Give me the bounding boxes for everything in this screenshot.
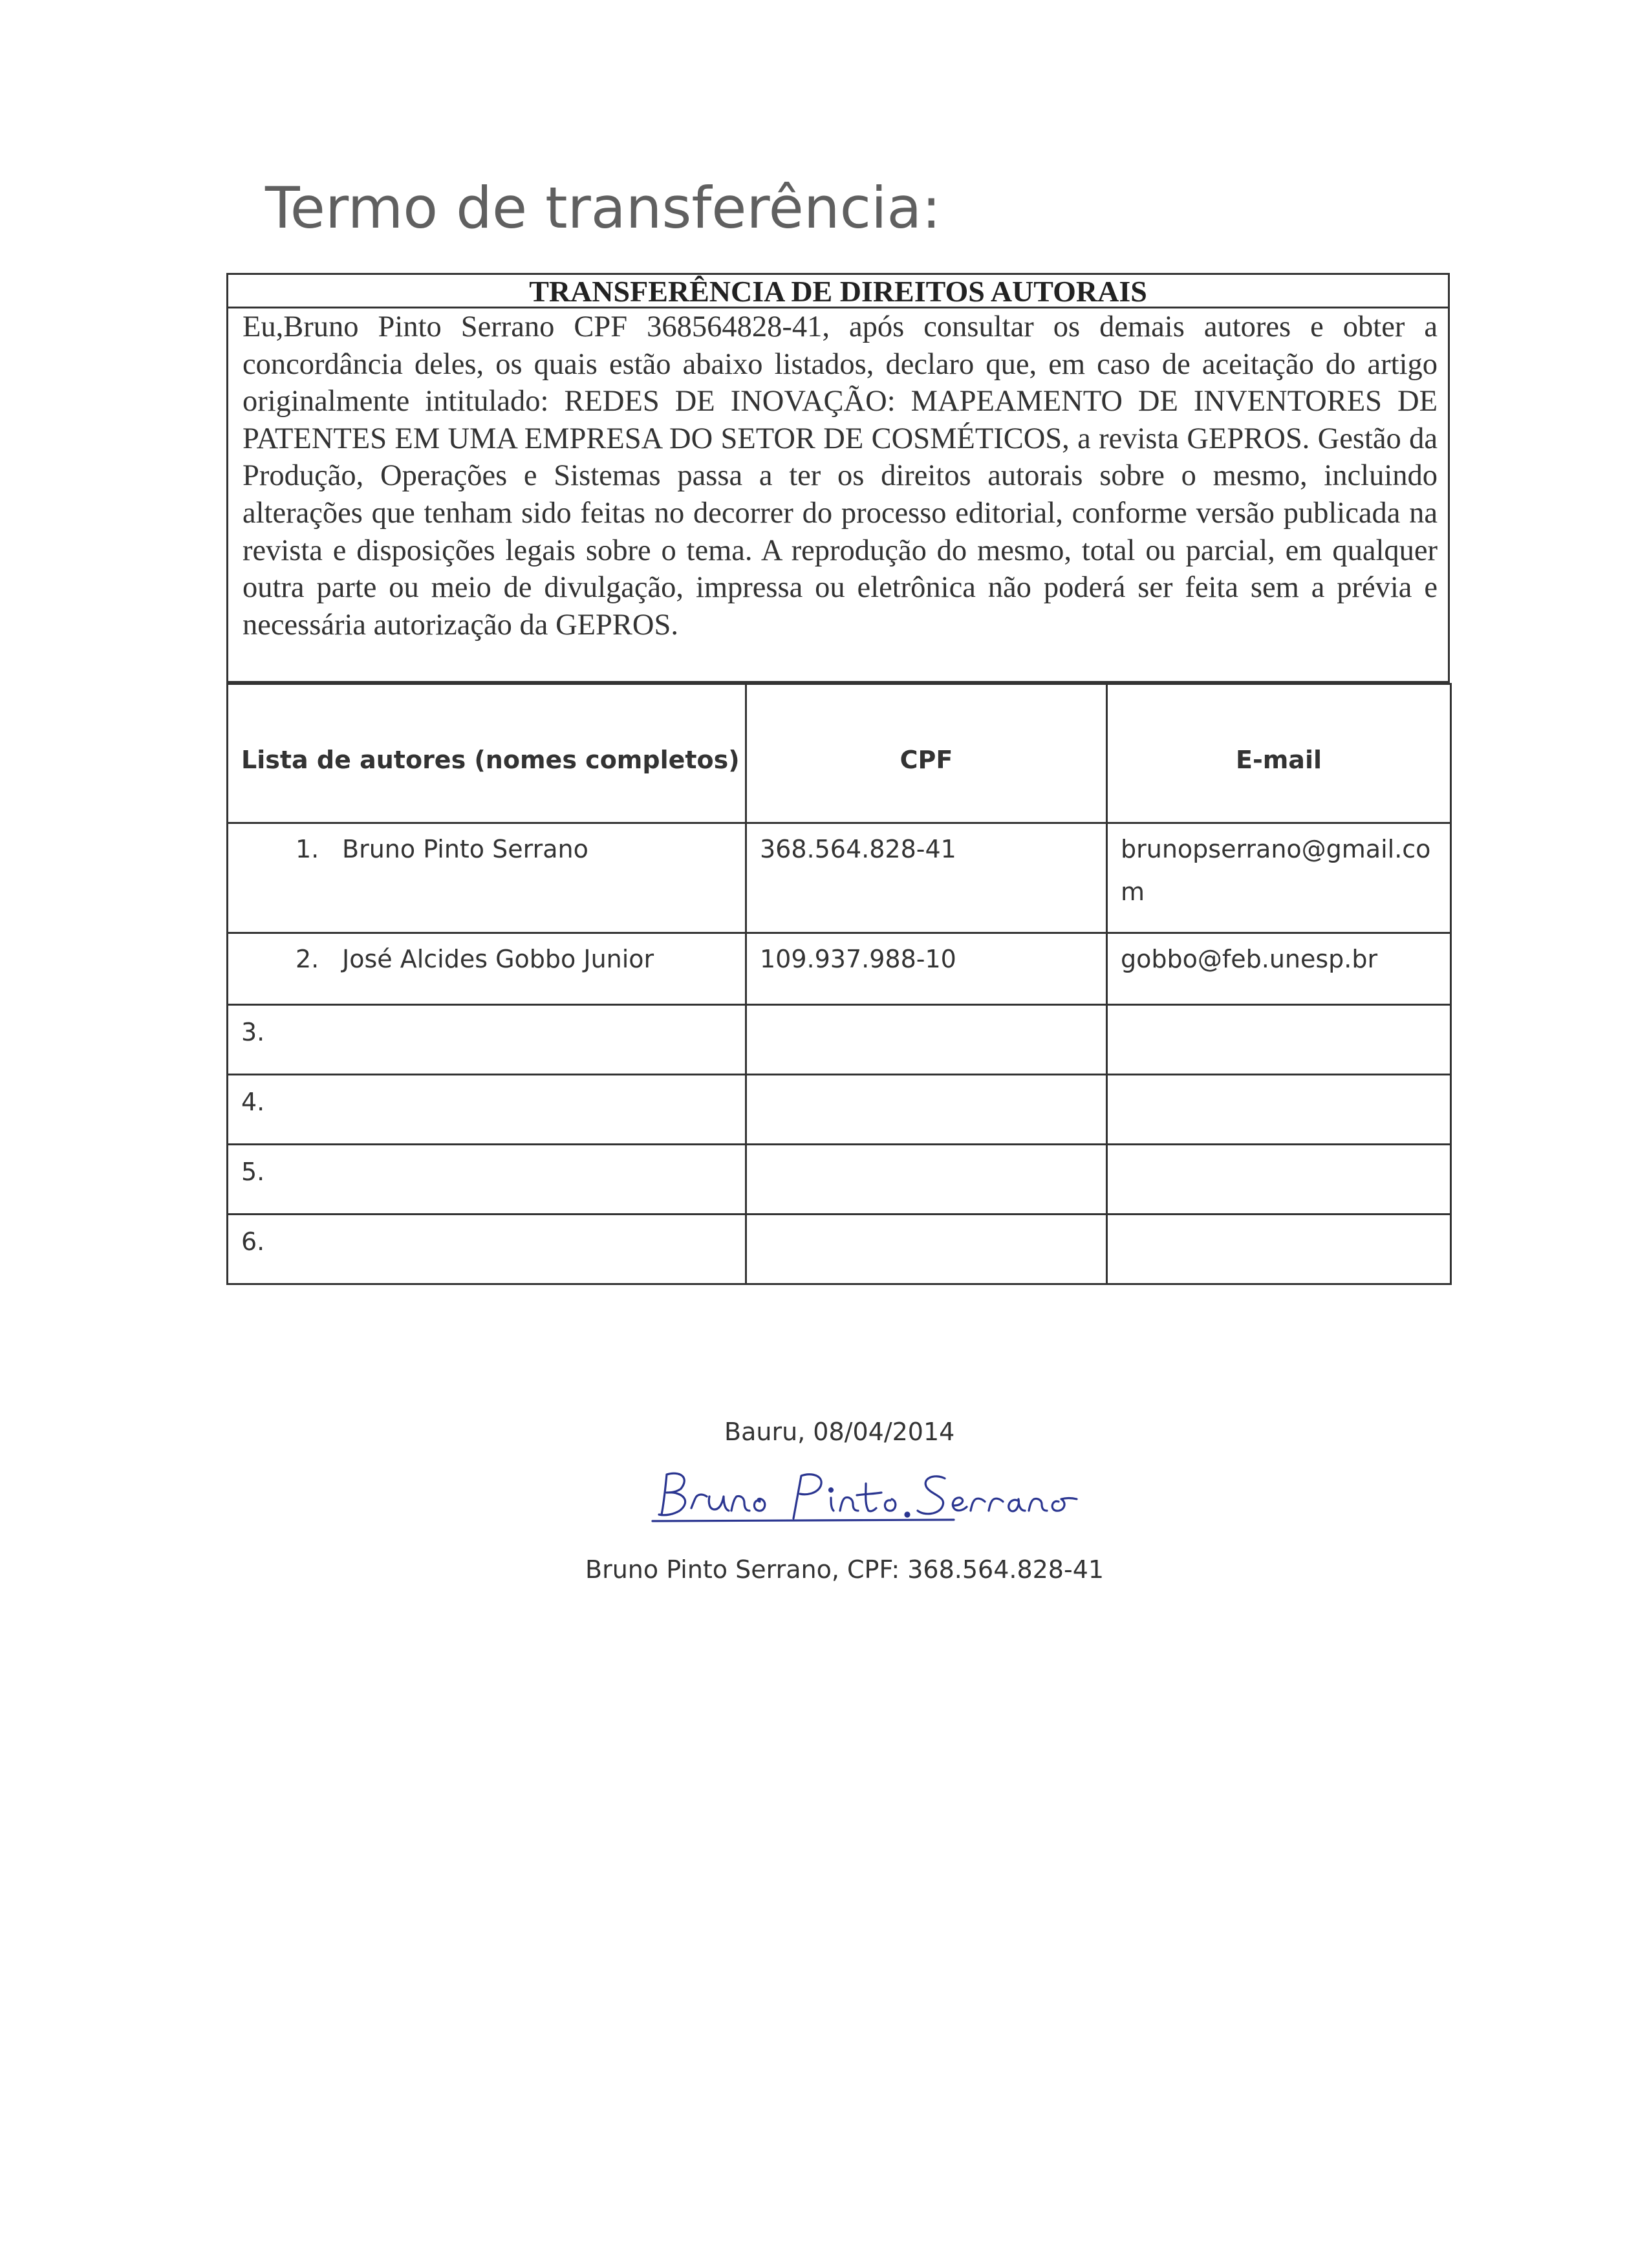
transfer-heading: TRANSFERÊNCIA DE DIREITOS AUTORAIS (228, 275, 1448, 308)
header-author-names: Lista de autores (nomes completos) (228, 684, 746, 823)
author-cpf: 368.564.828-41 (746, 823, 1107, 933)
signer-name-cpf: Bruno Pinto Serrano, CPF: 368.564.828-41 (585, 1555, 1105, 1584)
author-cpf: 109.937.988-10 (746, 933, 1107, 1005)
row-number: 5. (228, 1145, 746, 1215)
place-and-date: Bauru, 08/04/2014 (724, 1418, 955, 1446)
signature-name: Bruno Pinto Serrano (650, 1468, 656, 1469)
author-email (1107, 1215, 1451, 1284)
copyright-transfer-box (226, 273, 1450, 683)
row-number: 2. (296, 945, 319, 973)
author-name-cell (228, 823, 746, 933)
header-email: E-mail (1107, 684, 1451, 823)
table-row (228, 1005, 1451, 1075)
header-cpf: CPF (746, 684, 1107, 823)
row-number: 3. (228, 1005, 746, 1075)
transfer-declaration-text: Eu,Bruno Pinto Serrano CPF 368564828-41, após consultar os demais autores e obter a concordância deles, os quais estão abaixo listados, declaro que, em caso de aceitação do artigo originalmente intitulado: REDES DE INOVAÇÃO: MAPEAMENTO DE INVENTORES DE PATENTES EM UMA EMPRESA DO SETOR DE COSMÉTICOS, a revista GEPROS. Gestão da Produção, Operações e Sistemas passa a ter os direitos autorais sobre o mesmo, incluindo alterações que tenham sido feitas no decorrer do processo editorial, conforme versão publicada na revista e disposições legais sobre o tema. A reprodução do mesmo, total ou parcial, em qualquer outra parte ou meio de divulgação, impressa ou eletrônica não poderá ser feita sem a prévia e necessária autorização da GEPROS. (242, 310, 1438, 642)
table-row (228, 1215, 1451, 1284)
author-email (1107, 1145, 1451, 1215)
table-row (228, 1145, 1451, 1215)
author-name: José Alcides Gobbo Junior (342, 945, 654, 973)
handwritten-signature (650, 1468, 1090, 1526)
row-number: 6. (228, 1215, 746, 1284)
author-name: Bruno Pinto Serrano (342, 835, 588, 863)
author-cpf (746, 1145, 1107, 1215)
author-email (1107, 1005, 1451, 1075)
authors-table (226, 683, 1452, 1285)
table-row (228, 1075, 1451, 1145)
table-row (228, 933, 1451, 1005)
authors-table-header-row (228, 684, 1451, 823)
author-cpf (746, 1215, 1107, 1284)
author-email: gobbo@feb.unesp.br (1107, 933, 1451, 1005)
page-title: Termo de transferência: (265, 175, 941, 241)
author-cpf (746, 1005, 1107, 1075)
author-email: brunopserrano@gmail.com (1107, 823, 1451, 933)
author-name-cell (228, 933, 746, 1005)
table-row (228, 823, 1451, 933)
row-number: 4. (228, 1075, 746, 1145)
author-email (1107, 1075, 1451, 1145)
author-cpf (746, 1075, 1107, 1145)
row-number: 1. (296, 835, 319, 863)
